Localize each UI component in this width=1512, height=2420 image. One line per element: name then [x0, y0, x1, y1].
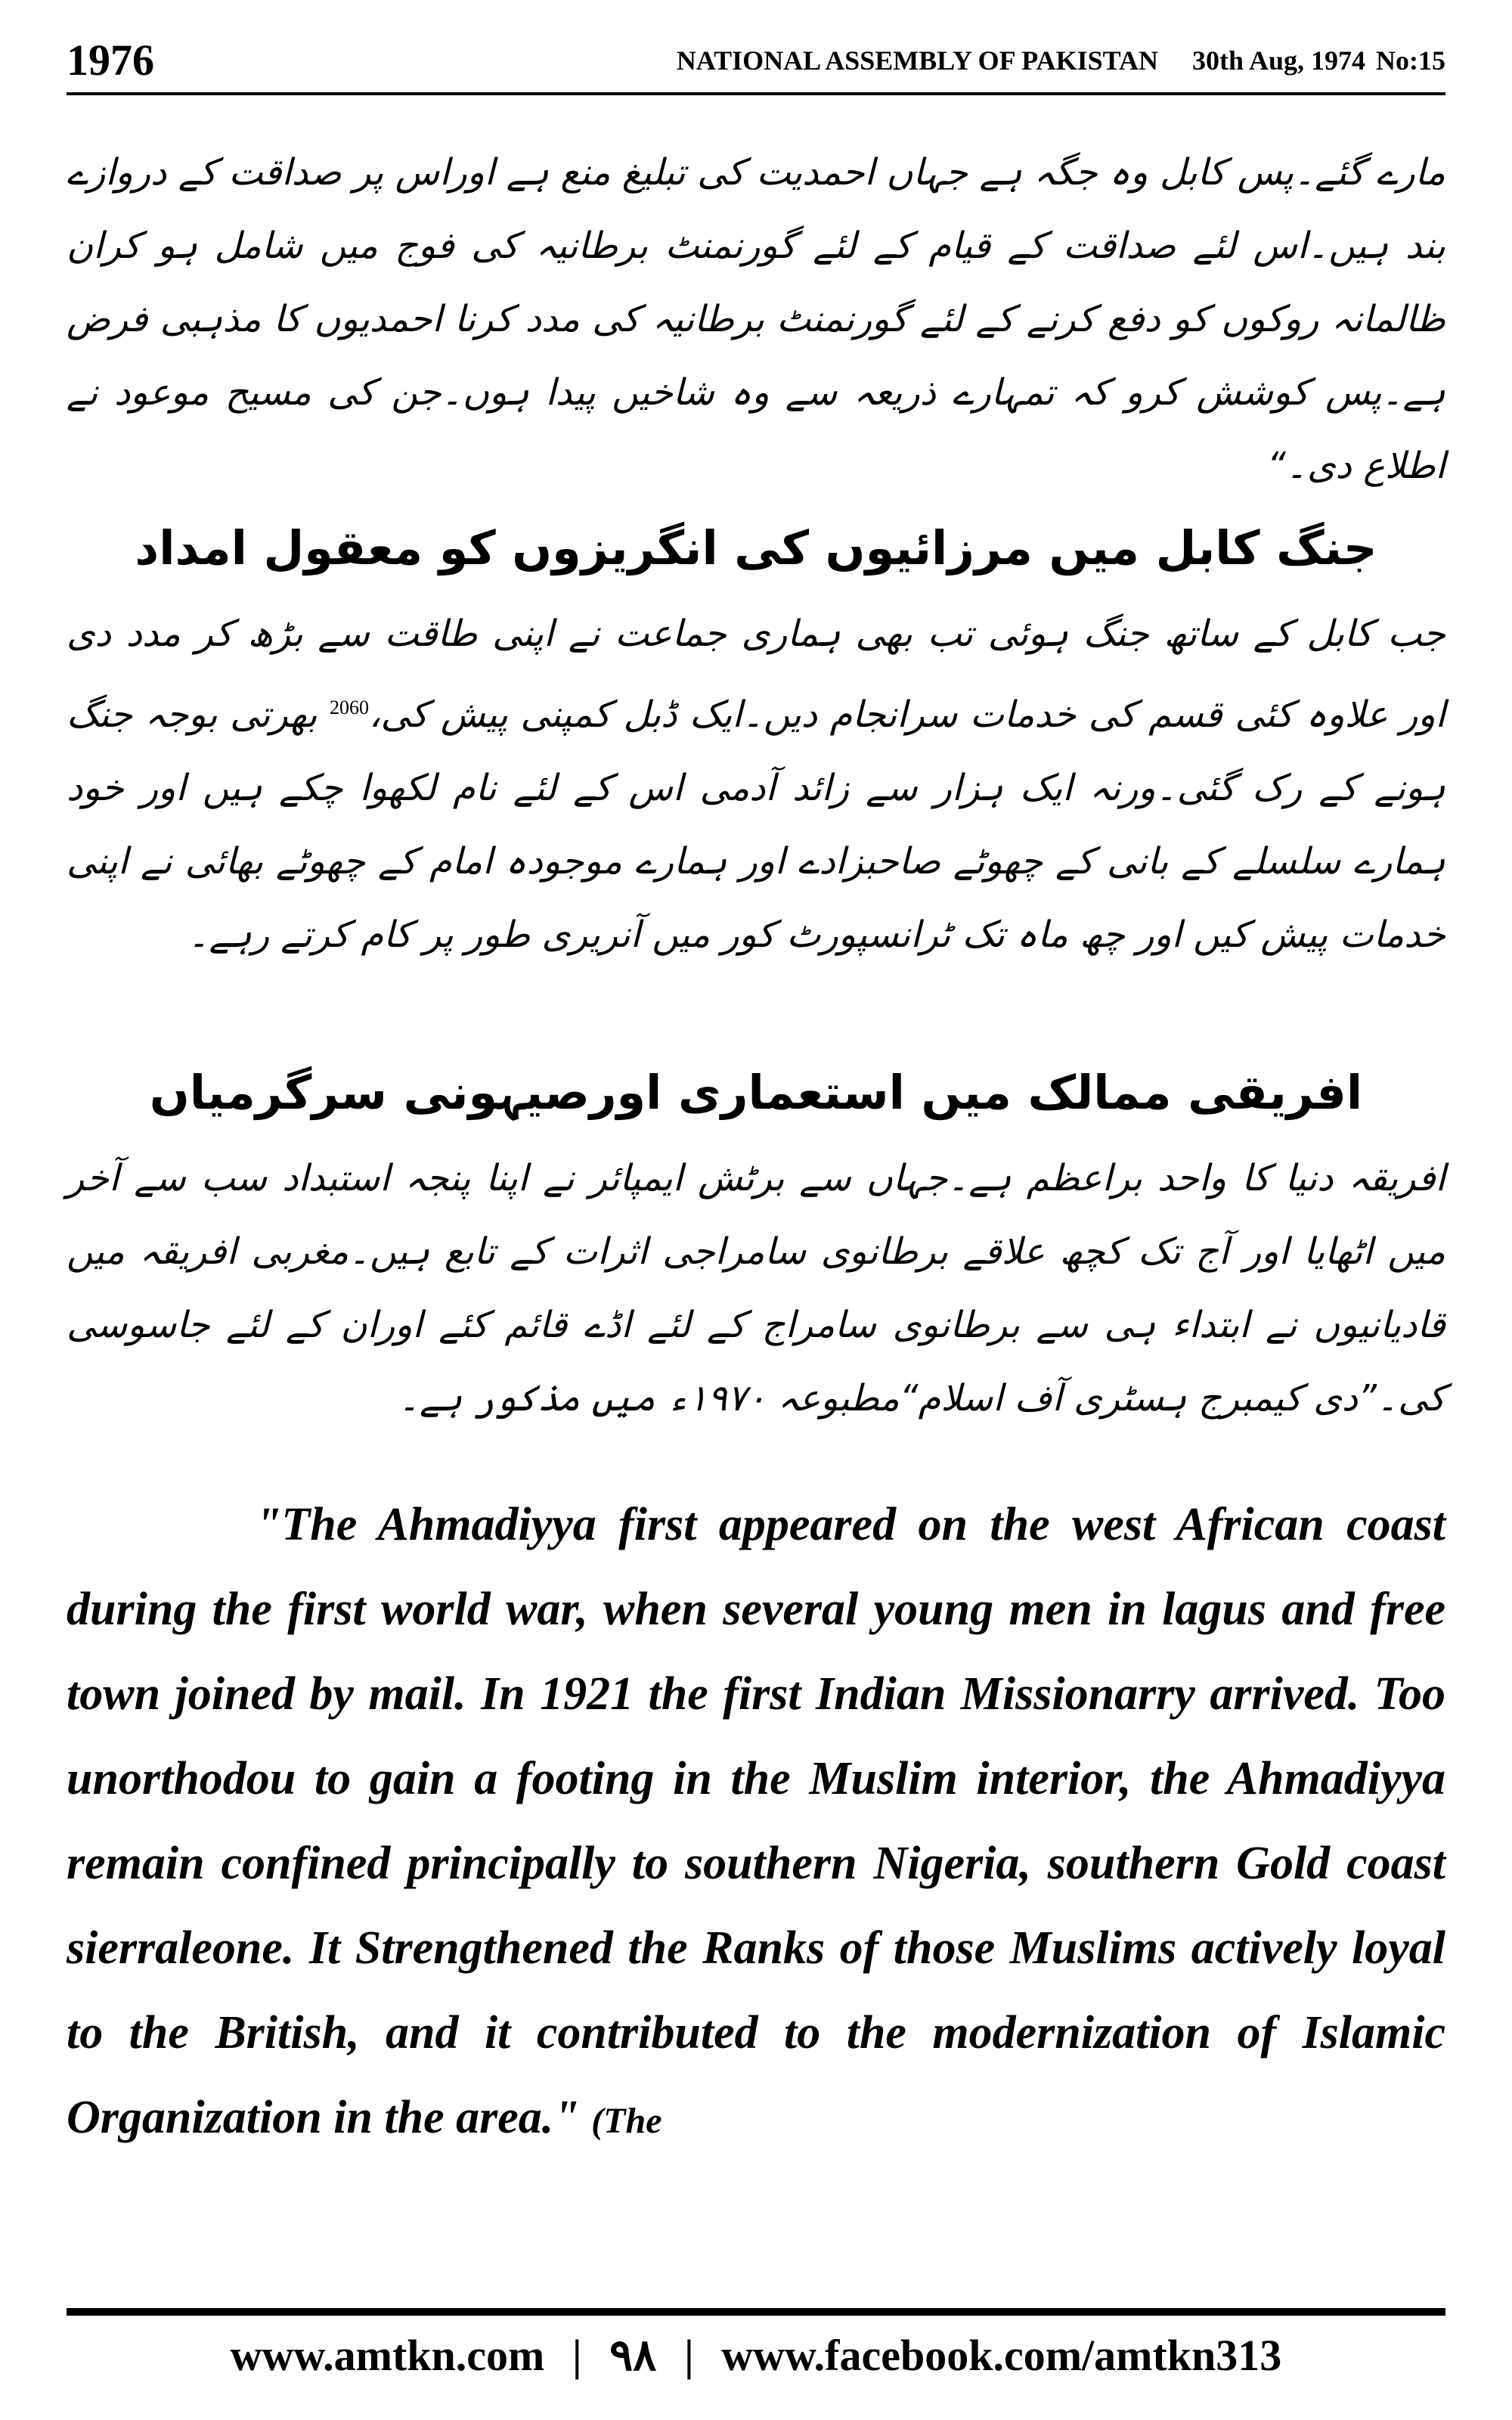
urdu-paragraph-2-part-1: جب کابل کے ساتھ جنگ ہوئی تب بھی ہماری جماعت نے اپنی طاقت سے بڑھ کر مدد دی اور علاوہ کئی قسم کی خدمات سرانجام دیں۔ایک ڈبل کمپنی پیش کی،	[67, 613, 1446, 736]
section-heading-africa: افریقی ممالک میں استعماری اورصیہونی سرگرمیاں	[149, 1065, 1363, 1120]
urdu-paragraph-1: مارے گئے۔پس کابل وہ جگہ ہے جہاں احمدیت کی تبلیغ منع ہے اوراس پر صداقت کے دروازے بند ہیں۔اس لئے صداقت کے قیام کے لئے گورنمنٹ برطانیہ کی فوج میں شامل ہو کران ظالمانہ روکوں کو دفع کرنے کے لئے گورنمنٹ برطانیہ کی مدد کرنا احمدیوں کا مذہبی فرض ہے۔پس کوشش کرو کہ تمہارے ذریعہ سے وہ شاخیں پیدا ہوں۔جن کی مسیح موعود نے اطلاع دی۔“	[67, 151, 1446, 487]
urdu-paragraph-2-part-2: بھرتی بوجہ جنگ ہونے کے رک گئی۔ورنہ ایک ہزار سے زائد آدمی اس کے لئے نام لکھوا چکے ہیں اور خود ہمارے سلسلے کے بانی کے چھوٹے صاحبزادے اور ہمارے موجودہ امام کے چھوٹے بھائی نے اپنی خدمات پیش کیں اور چھ ماہ تک ٹرانسپورٹ کور میں آنریری طور پر کام کرتے رہے۔	[67, 693, 1445, 956]
urdu-paragraph-3: افریقہ دنیا کا واحد براعظم ہے۔جہاں سے برٹش ایمپائر نے اپنا پنجہ استبداد سب سے آخر میں اٹھایا اور آج تک کچھ علاقے برطانوی سامراجی اثرات کے تابع ہیں۔مغربی افریقہ میں قادیانیوں نے ابتداء ہی سے برطانوی سامراج کے لئے اڈے قائم کئے اوران کے لئے جاسوسی کی۔”دی کیمبرج ہسٹری آف اسلام“مطبوعہ ۱۹۷۰ء میں مذکور ہے۔	[67, 1157, 1445, 1419]
urdu-paragraph-2	[67, 597, 1445, 972]
english-quotation	[67, 1482, 1445, 2164]
section-heading-kabul-war: جنگ کابل میں مرزائیوں کی انگریزوں کو معقول امداد	[135, 520, 1377, 576]
page-header	[67, 30, 1445, 91]
citation-start: (The	[591, 2101, 662, 2141]
footnote-reference: 2060	[329, 697, 369, 718]
website-link[interactable]: www.amtkn.com	[230, 2331, 545, 2380]
facebook-link[interactable]: www.facebook.com/amtkn313	[721, 2331, 1282, 2380]
issue-number: No:15	[1376, 45, 1445, 76]
english-quotation-text: "The Ahmadiyya first appeared on the west African coast during the first world war, when several young men in lagus and free town joined by mail. In 1921 the first Indian Missionarry arrived. Too unorthodou to gain a footing in the Muslim interior, the Ahmadiyya remain confined principally to southern Nigeria, southern Gold coast sierraleone. It Strengthened the Ranks of those Muslims actively loyal to the British, and it contributed to the modernization of Islamic Organization in the area."	[67, 1499, 1445, 2143]
publication-title: NATIONAL ASSEMBLY OF PAKISTAN	[676, 45, 1158, 76]
header-rule	[67, 92, 1445, 95]
footer-separator-left: |	[572, 2331, 582, 2380]
footer-separator-right: |	[683, 2331, 694, 2380]
page-footer	[67, 2322, 1445, 2390]
footer-rule	[67, 2308, 1445, 2316]
page-number: 1976	[67, 36, 154, 85]
header-info	[649, 30, 1445, 91]
footer-page-label: ۹۸	[609, 2331, 657, 2380]
session-date: 30th Aug, 1974	[1191, 45, 1365, 76]
